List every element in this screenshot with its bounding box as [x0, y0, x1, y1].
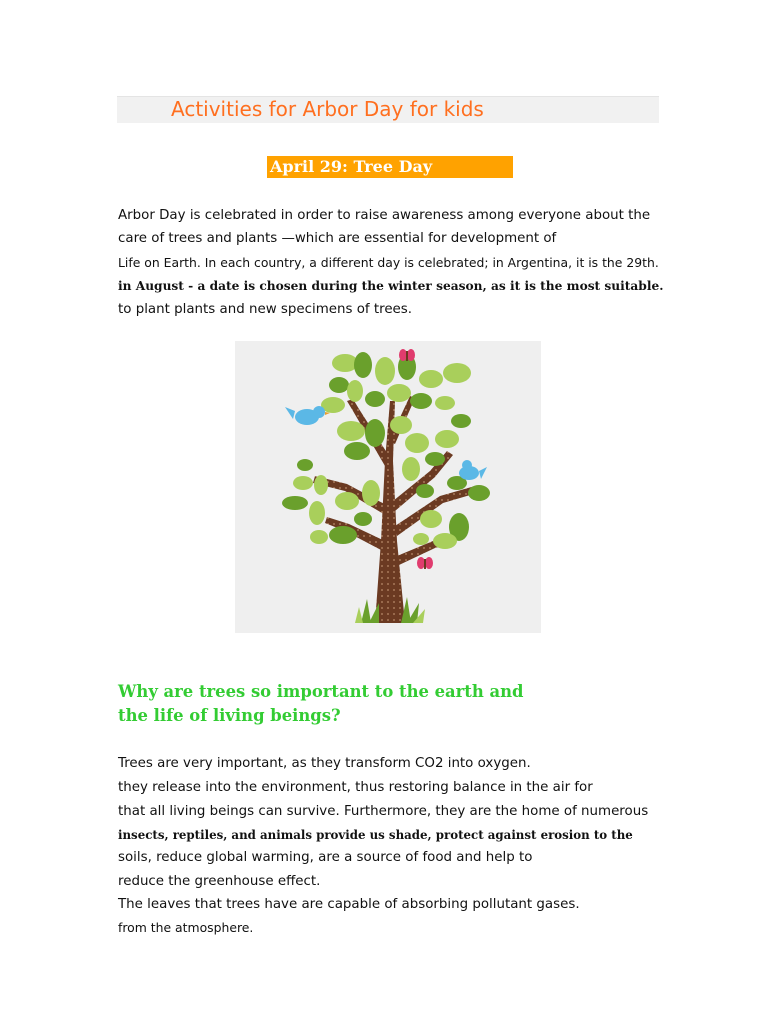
bird-icon: [459, 460, 487, 480]
intro-line-1: Arbor Day is celebrated in order to raise awareness among everyone about the: [118, 208, 651, 223]
body-line-8: from the atmosphere.: [118, 920, 254, 935]
body-line-4: insects, reptiles, and animals provide us shade, protect against erosion to the: [118, 828, 633, 842]
body-line-5: soils, reduce global warming, are a source of food and help to: [118, 850, 533, 865]
intro-line-4: in August - a date is chosen during the winter season, as it is the most suitable.: [118, 279, 664, 293]
section-heading-line-2: the life of living beings?: [118, 706, 341, 725]
body-line-7: The leaves that trees have are capable of absorbing pollutant gases.: [118, 897, 580, 912]
body-line-6: reduce the greenhouse effect.: [118, 874, 321, 889]
intro-line-5: to plant plants and new specimens of trees.: [118, 302, 413, 317]
subtitle-marker: [264, 156, 267, 178]
intro-line-2: care of trees and plants —which are essential for development of: [118, 231, 557, 246]
tree-with-birds-icon: [235, 341, 541, 633]
body-line-1: Trees are very important, as they transform CO2 into oxygen.: [118, 756, 531, 771]
bird-icon: [285, 406, 330, 425]
body-line-3: that all living beings can survive. Furthermore, they are the home of numerous: [118, 804, 649, 819]
subtitle-text: April 29: Tree Day: [270, 157, 433, 176]
intro-line-3: Life on Earth. In each country, a different day is celebrated; in Argentina, it is the 29th.: [118, 255, 659, 270]
tree-illustration: [235, 341, 541, 633]
butterfly-icon: [417, 557, 433, 569]
butterfly-icon: [399, 349, 415, 361]
page-title: Activities for Arbor Day for kids: [171, 97, 484, 121]
section-heading-line-1: Why are trees so important to the earth and: [118, 682, 524, 701]
body-line-2: they release into the environment, thus restoring balance in the air for: [118, 780, 593, 795]
